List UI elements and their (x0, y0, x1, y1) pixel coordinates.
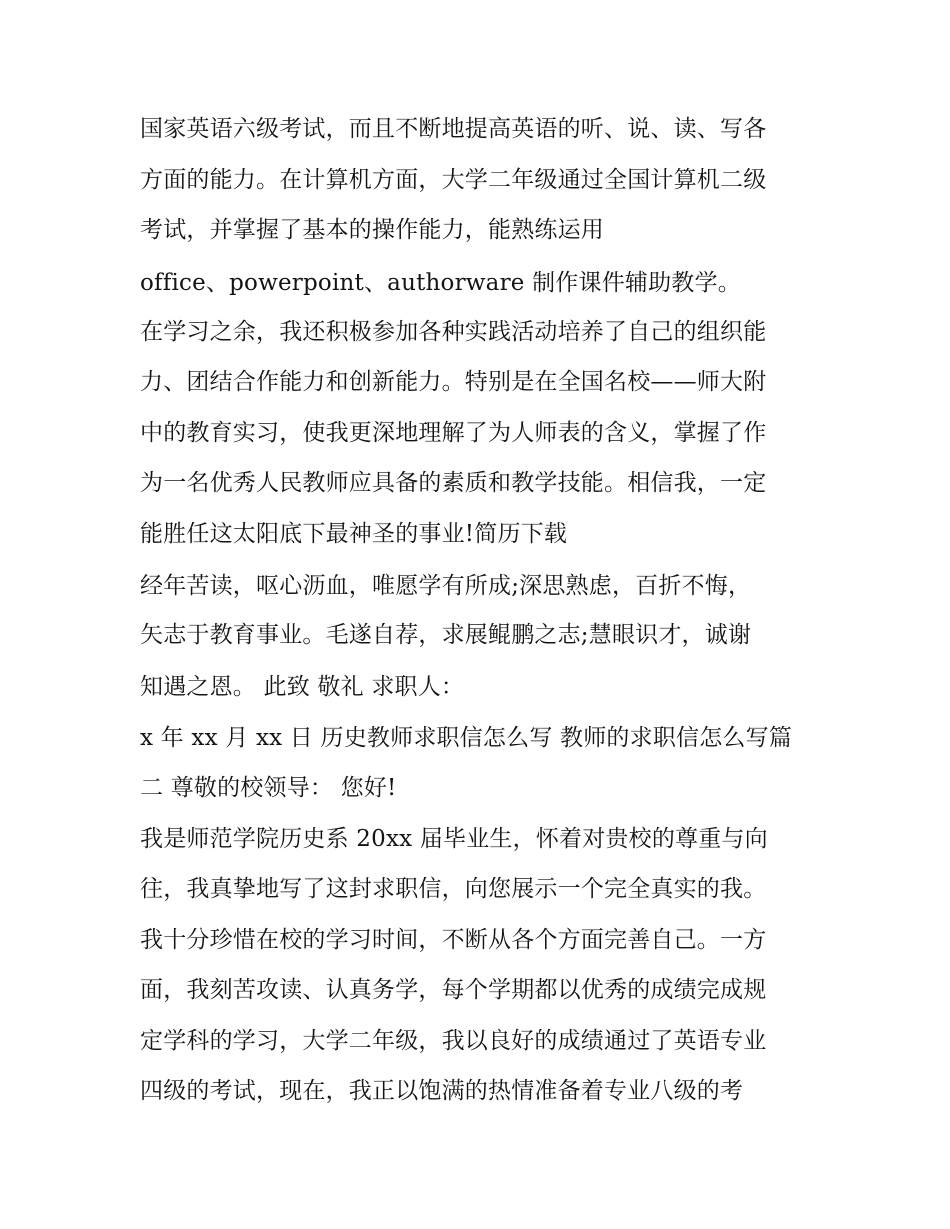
text-line: 国家英语六级考试，而且不断地提高英语的听、说、读、写各 (140, 116, 767, 142)
text-line: x 年 xx 月 xx 日 历史教师求职信怎么写 教师的求职信怎么写篇 (140, 725, 793, 751)
text-line: 考试，并掌握了基本的操作能力，能熟练运用 (140, 217, 604, 243)
text-line: 知遇之恩。 此致 敬礼 求职人： (140, 674, 465, 700)
text-line: office、powerpoint、authorware 制作课件辅助教学。 (140, 270, 741, 296)
text-line: 中的教育实习，使我更深地理解了为人师表的含义，掌握了作 (140, 420, 767, 446)
text-line: 我十分珍惜在校的学习时间，不断从各个方面完善自己。一方 (140, 927, 767, 953)
text-line: 经年苦读，呕心沥血，唯愿学有所成;深思熟虑，百折不悔， (140, 573, 752, 599)
text-line: 矢志于教育事业。毛遂自荐，求展鲲鹏之志;慧眼识才，诚谢 (140, 622, 752, 648)
text-line: 定学科的学习，大学二年级，我以良好的成绩通过了英语专业 (140, 1028, 767, 1054)
text-line: 面，我刻苦攻读、认真务学，每个学期都以优秀的成绩完成规 (140, 977, 767, 1003)
text-line: 在学习之余，我还积极参加各种实践活动培养了自己的组织能 (140, 319, 767, 345)
text-line: 力、团结合作能力和创新能力。特别是在全国名校——师大附 (140, 369, 767, 395)
text-line: 能胜任这太阳底下最神圣的事业!简历下载 (140, 521, 568, 547)
text-line: 二 尊敬的校领导： 您好! (140, 775, 397, 801)
text-line: 为一名优秀人民教师应具备的素质和教学技能。相信我，一定 (140, 470, 767, 496)
text-line: 我是师范学院历史系 20xx 届毕业生，怀着对贵校的尊重与向 (140, 826, 768, 852)
text-line: 方面的能力。在计算机方面，大学二年级通过全国计算机二级 (140, 167, 767, 193)
text-line: 四级的考试，现在，我正以饱满的热情准备着专业八级的考 (140, 1078, 744, 1104)
text-line: 往，我真挚地写了这封求职信，向您展示一个完全真实的我。 (140, 876, 767, 902)
